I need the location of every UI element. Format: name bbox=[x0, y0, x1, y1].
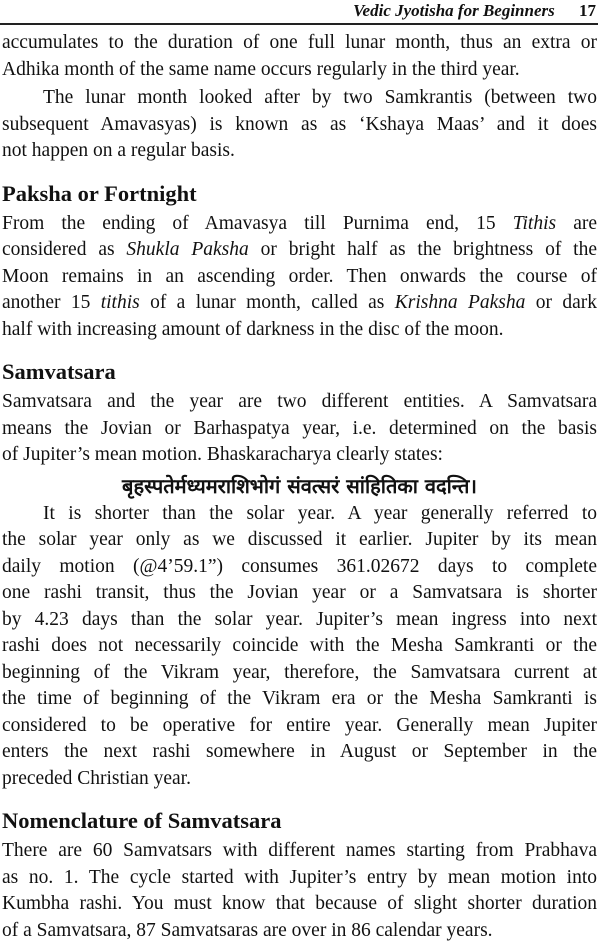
text-run: subsequent Amavasyas) is known as as ‘Kshaya Maas’ and it does bbox=[2, 113, 597, 135]
section-heading: Nomenclature of Samvatsara bbox=[2, 808, 282, 833]
text-line bbox=[2, 290, 597, 317]
section-heading: Samvatsara bbox=[2, 359, 116, 384]
text-run: Adhika month of the same name occurs regularly in the third year. bbox=[2, 58, 520, 80]
paragraph bbox=[2, 85, 597, 165]
text-run: as no. 1. The cycle started with Jupiter’s entry by mean motion into bbox=[2, 866, 597, 888]
text-line bbox=[2, 766, 597, 793]
text-line bbox=[2, 237, 597, 264]
text-line bbox=[2, 317, 597, 344]
text-run: means the Jovian or Barhaspatya year, i.e. determined on the basis bbox=[2, 417, 597, 439]
text-line bbox=[2, 527, 597, 554]
text-run: Kumbha rashi. You must know that because of slight shorter duration bbox=[2, 893, 597, 914]
paragraph bbox=[2, 838, 597, 944]
text-line bbox=[2, 389, 597, 416]
text-run: Moon remains in an ascending order. Then onwards the course of bbox=[2, 265, 597, 287]
text-run: the solar year only as we discussed it earlier. Jupiter by its mean bbox=[2, 529, 597, 550]
text-run: or bright half as the brightness of the bbox=[248, 239, 598, 260]
text-run: daily motion (@4’59.1”) consumes 361.02672 days to complete bbox=[2, 555, 597, 577]
text-run: of a lunar month, called as bbox=[139, 292, 395, 313]
text-line bbox=[2, 580, 597, 607]
text-run: There are 60 Samvatsars with different names starting from Prabhava bbox=[2, 840, 597, 861]
text-run: are bbox=[556, 212, 598, 234]
text-line bbox=[2, 85, 597, 112]
text-run: beginning of the Vikram year, therefore, the Samvatsara current at bbox=[2, 661, 597, 683]
text-line bbox=[2, 660, 597, 687]
text-run: another 15 bbox=[2, 292, 101, 313]
text-line bbox=[2, 57, 597, 84]
sanskrit-quote: बृहस्पतेर्मध्यमराशिभोगं संवत्सरं सांहितिका वदन्ति। bbox=[122, 473, 477, 498]
text-line bbox=[2, 264, 597, 291]
text-line bbox=[2, 554, 597, 581]
text-run: considered as bbox=[2, 239, 127, 260]
text-run: considered to be operative for entire year. Generally mean Jupiter bbox=[2, 714, 597, 736]
text-line bbox=[2, 112, 597, 139]
text-line bbox=[2, 918, 597, 945]
text-run: enters the next rashi somewhere in August or September in the bbox=[2, 741, 597, 762]
italic-term: Krishna Paksha bbox=[394, 292, 526, 313]
text-line bbox=[2, 607, 597, 634]
page-number: 17 bbox=[579, 1, 596, 20]
text-line bbox=[2, 30, 597, 57]
text-line bbox=[2, 442, 597, 469]
text-run: Samvatsara and the year are two different entities. A Samvatsara bbox=[2, 391, 597, 412]
italic-term: tithis bbox=[100, 292, 140, 313]
text-run: of a Samvatsara, 87 Samvatsaras are over in 86 calendar years. bbox=[2, 919, 493, 941]
paragraph bbox=[2, 211, 597, 344]
text-line bbox=[2, 838, 597, 865]
text-line bbox=[2, 633, 597, 660]
text-line bbox=[2, 686, 597, 713]
text-line bbox=[2, 739, 597, 766]
text-run: The lunar month looked after by two Samkrantis (between two bbox=[43, 87, 597, 108]
header-rule bbox=[0, 23, 598, 25]
text-run: of Jupiter’s mean motion. Bhaskaracharya clearly states: bbox=[2, 444, 443, 465]
text-line bbox=[2, 891, 597, 918]
text-run: by 4.23 days than the solar year. Jupiter’s mean ingress into next bbox=[2, 608, 597, 630]
text-run: not happen on a regular basis. bbox=[2, 140, 235, 161]
text-run: From the ending of Amavasya till Purnima end, 15 bbox=[2, 212, 513, 234]
text-run: half with increasing amount of darkness in the disc of the moon. bbox=[2, 318, 504, 340]
text-run: or dark bbox=[525, 292, 597, 313]
paragraph bbox=[2, 389, 597, 469]
text-run: preceded Christian year. bbox=[2, 767, 191, 789]
text-line bbox=[2, 501, 597, 528]
text-line bbox=[2, 713, 597, 740]
text-run: It is shorter than the solar year. A year generally referred to bbox=[43, 502, 597, 524]
italic-term: Tithis bbox=[512, 212, 557, 234]
text-run: the time of beginning of the Vikram era or the Mesha Samkranti is bbox=[2, 688, 597, 709]
text-run: accumulates to the duration of one full lunar month, thus an extra or bbox=[2, 32, 597, 53]
italic-term: Shukla Paksha bbox=[126, 239, 249, 260]
text-line bbox=[2, 138, 597, 165]
paragraph bbox=[2, 30, 597, 83]
book-title: Vedic Jyotisha for Beginners bbox=[353, 1, 555, 20]
section-heading: Paksha or Fortnight bbox=[2, 180, 197, 206]
text-line bbox=[2, 211, 597, 238]
text-run: one rashi transit, thus the Jovian year or a Samvatsara is shorter bbox=[2, 582, 597, 603]
text-line bbox=[2, 865, 597, 892]
page-body bbox=[2, 30, 597, 946]
running-head bbox=[0, 0, 596, 22]
text-line bbox=[2, 416, 597, 443]
text-run: rashi does not necessarily coincide with the Mesha Samkranti or the bbox=[2, 635, 597, 656]
paragraph bbox=[2, 501, 597, 793]
